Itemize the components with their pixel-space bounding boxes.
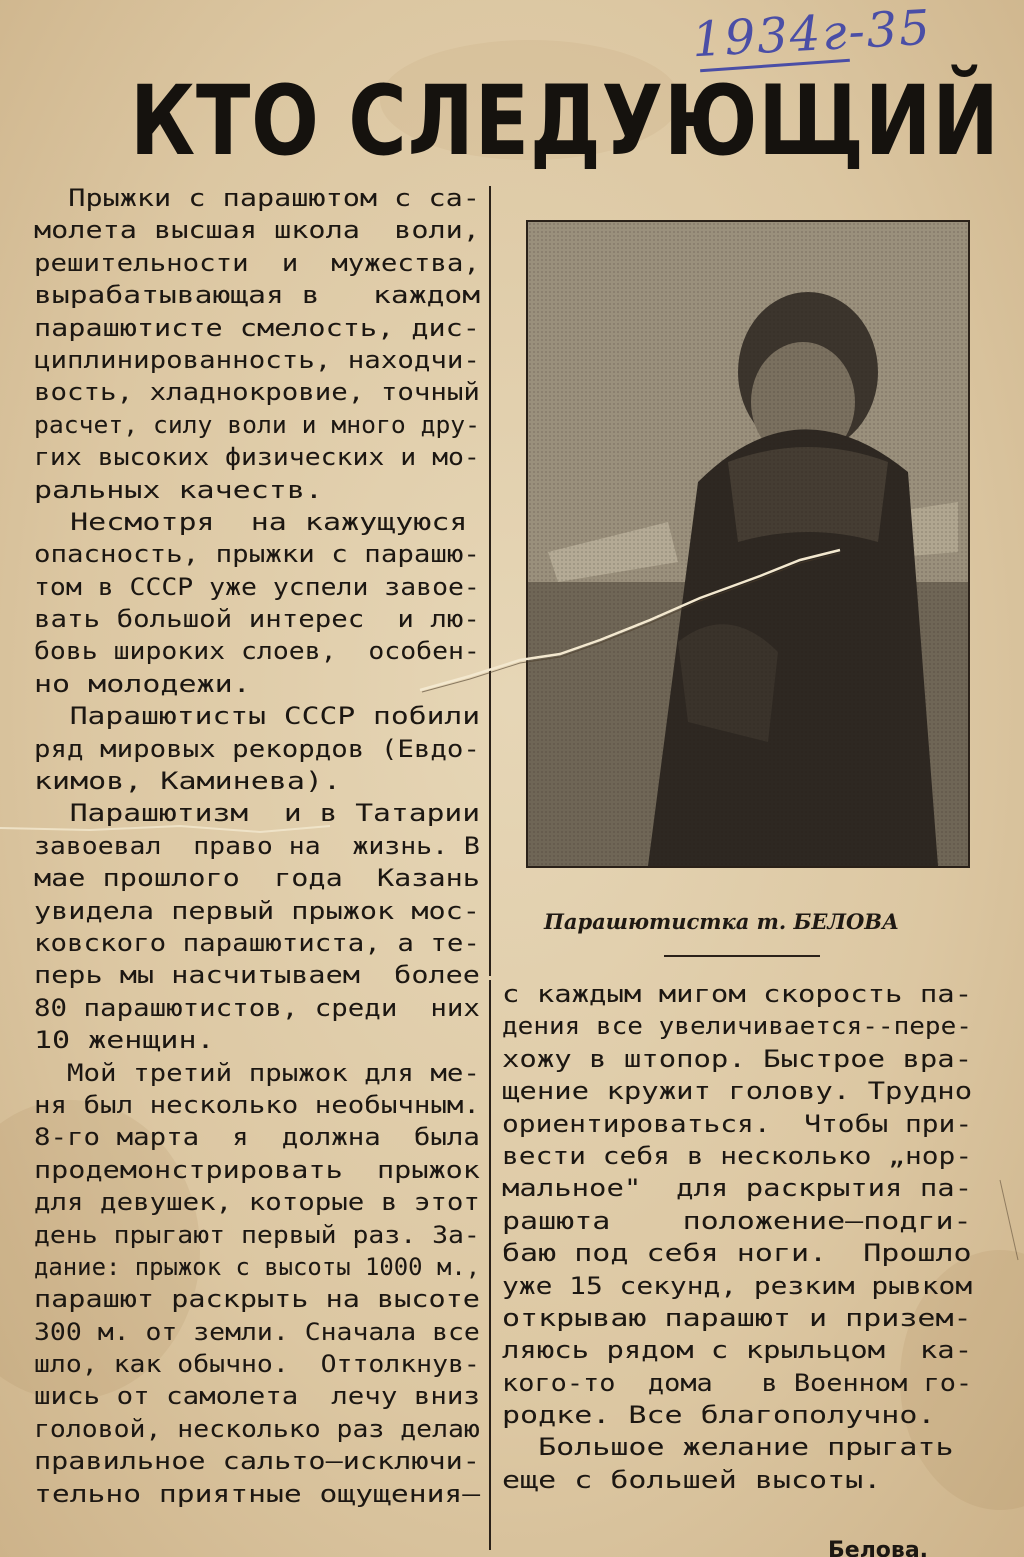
- article-line: мальное" для раскрытия па-: [502, 1174, 973, 1203]
- article-line: Мой третий прыжок для ме-: [34, 1058, 480, 1087]
- article-line: Несмотря на кажущуюся: [34, 507, 468, 536]
- article-line: ральных качеств.: [34, 475, 323, 504]
- article-line: молета высшая школа воли,: [34, 216, 480, 245]
- article-line: вести себя в несколько „нор-: [502, 1141, 973, 1170]
- article-line: ковского парашютиста, а те-: [34, 928, 480, 957]
- article-line: для девушек, которые в этот: [34, 1188, 480, 1217]
- article-line: 80 парашютистов, среди них: [34, 993, 480, 1022]
- article-line: уже 15 секунд, резким рывком: [502, 1271, 973, 1300]
- article-line: вать большой интерес и лю-: [34, 605, 480, 634]
- article-line: баю под себя ноги. Прошло: [502, 1239, 972, 1268]
- article-line: перь мы насчитываем более: [34, 961, 480, 990]
- article-line: но молодежи.: [34, 669, 251, 698]
- article-line: шись от самолета лечу вниз: [34, 1382, 480, 1411]
- article-line: опасность, прыжки с парашю-: [34, 540, 480, 569]
- article-line: дание: прыжок с высоты 1000 м.,: [34, 1252, 481, 1281]
- article-line: том в СССР уже успели завое-: [34, 572, 480, 601]
- article-line: родке. Все благополучно.: [502, 1401, 936, 1430]
- article-line: хожу в штопор. Быстрое вра-: [502, 1044, 973, 1073]
- article-line: Прыжки с парашютом с са-: [34, 184, 480, 212]
- article-line: кого-то дома в Военном го-: [502, 1368, 973, 1397]
- article-line: решительности и мужества,: [34, 248, 480, 277]
- article-line: кимов, Каминева).: [34, 767, 342, 796]
- headline: КТО СЛЕДУЮЩИЙ: [130, 65, 1000, 177]
- article-line: Парашютисты СССР побили: [34, 702, 481, 731]
- article-line: бовь широких слоев, особен-: [34, 637, 480, 666]
- article-line: мае прошлого года Казань: [34, 864, 480, 893]
- article-line: Большое желание прыгать: [502, 1433, 954, 1462]
- article-line: головой, несколько раз делаю: [34, 1414, 480, 1443]
- author-signature: Белова.: [828, 1538, 929, 1557]
- article-line: открываю парашют и призем-: [502, 1303, 972, 1332]
- article-line: ориентироваться. Чтобы при-: [502, 1109, 973, 1138]
- article-line: парашют раскрыть на высоте: [34, 1285, 480, 1314]
- article-line: вость, хладнокровие, точный: [34, 378, 480, 407]
- article-line: дения все увеличивается--пере-: [502, 1012, 972, 1041]
- article-line: расчет, силу воли и много дру-: [34, 410, 481, 439]
- article-line: 8-го марта я должна была: [34, 1123, 480, 1152]
- article-line: циплинированность, находчи-: [34, 345, 480, 374]
- article-line: вырабатывающая в каждом: [34, 281, 481, 310]
- article-line: еще с большей высоты.: [502, 1465, 882, 1494]
- article-line: тельно приятные ощущения—: [34, 1479, 481, 1508]
- article-line: продемонстрировать прыжок: [34, 1155, 480, 1184]
- article-line: ня был несколько необычным.: [34, 1090, 480, 1119]
- article-line: завоевал право на жизнь. В: [34, 831, 480, 860]
- photo-caption: Парашютистка т. БЕЛОВА: [544, 909, 900, 934]
- article-line: шло, как обычно. Оттолкнув-: [34, 1350, 480, 1379]
- article-line: Парашютизм и в Татарии: [34, 799, 481, 828]
- article-line: рашюта положение—подги-: [502, 1206, 972, 1235]
- article-line: щение кружит голову. Трудно: [502, 1077, 973, 1106]
- article-line: день прыгают первый раз. За-: [34, 1220, 480, 1249]
- article-line: ляюсь рядом с крыльцом ка-: [502, 1336, 973, 1365]
- article-line: увидела первый прыжок мос-: [34, 896, 480, 925]
- article-line: правильное сальто—исключи-: [34, 1447, 480, 1476]
- article-line: с каждым мигом скорость па-: [502, 980, 973, 1008]
- article-line: парашютисте смелость, дис-: [34, 313, 480, 342]
- article-line: гих высоких физических и мо-: [34, 443, 480, 472]
- article-line: 10 женщин.: [34, 1026, 215, 1055]
- article-line: 300 м. от земли. Сначала все: [34, 1317, 480, 1346]
- handwritten-date-annotation: 1934г-35: [690, 0, 934, 69]
- article-line: ряд мировых рекордов (Евдо-: [34, 734, 480, 763]
